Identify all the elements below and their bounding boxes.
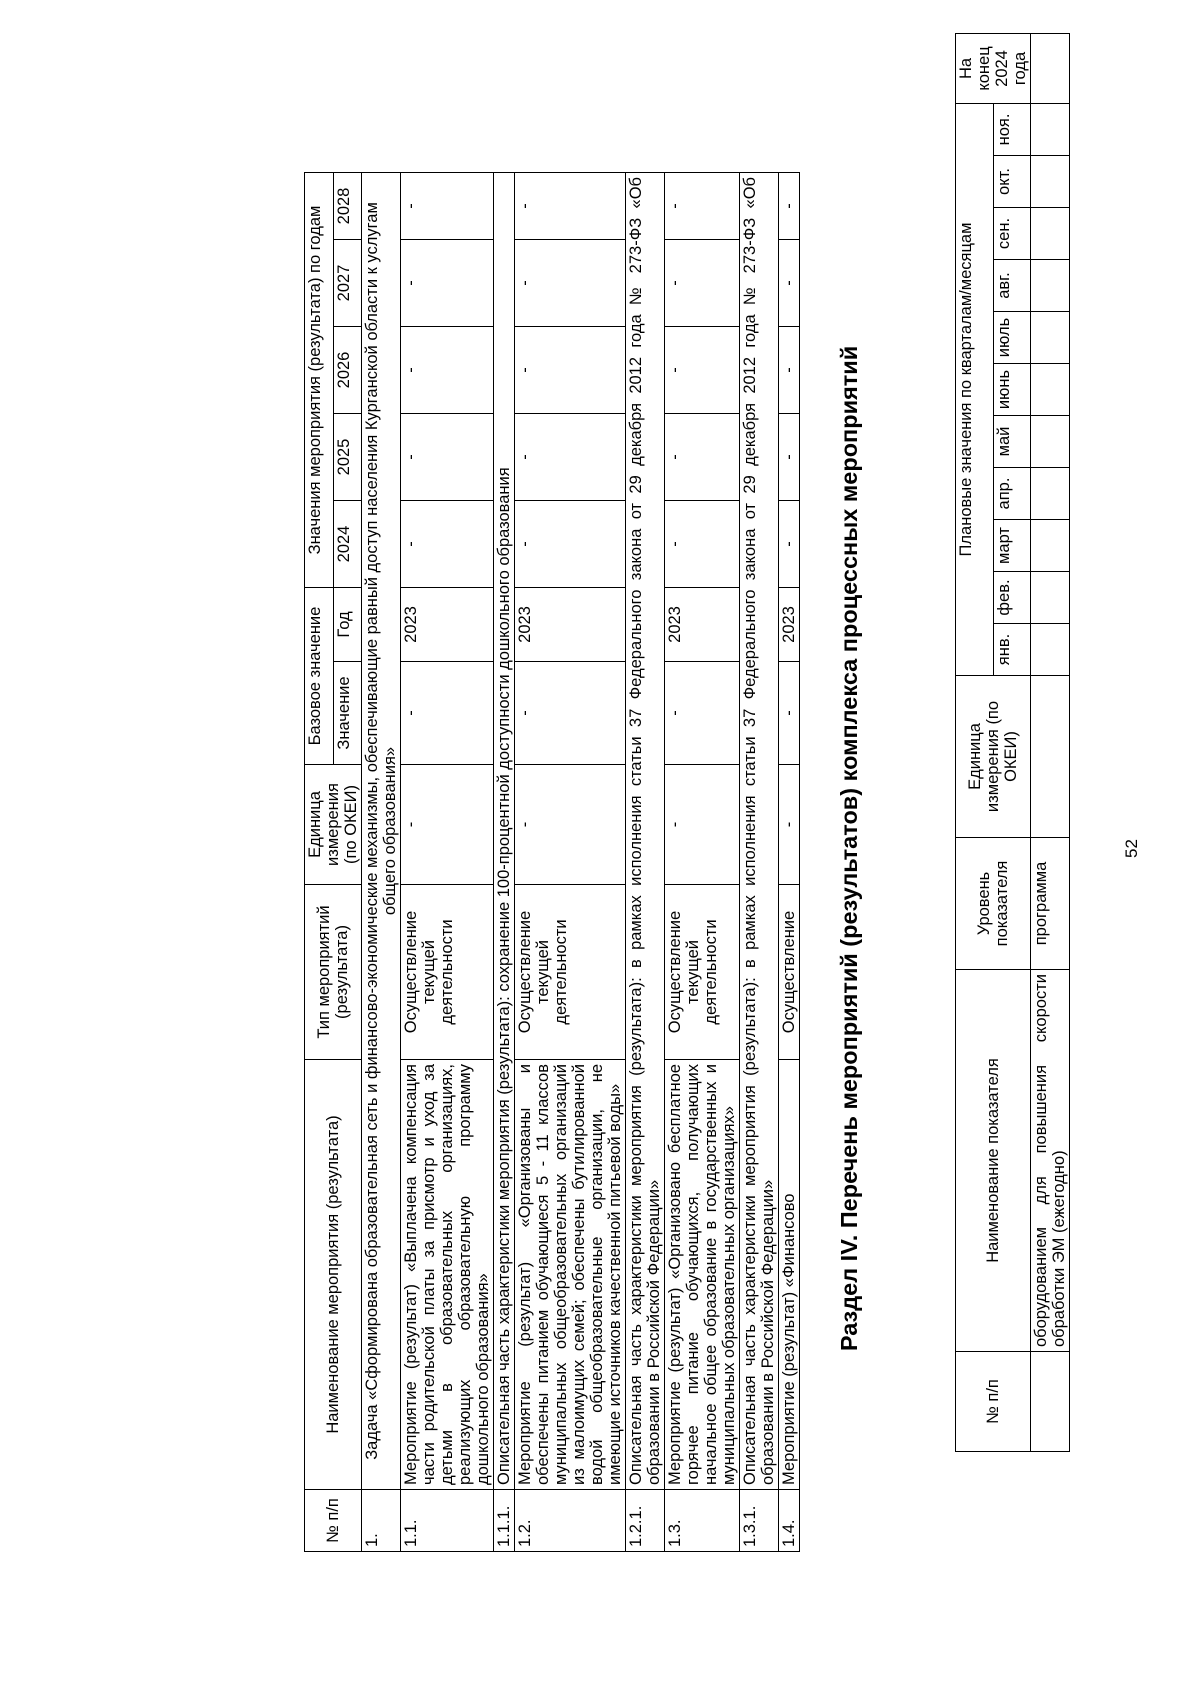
table-row	[665, 173, 740, 1552]
row-month-cell	[1031, 416, 1070, 468]
base-value: -	[515, 662, 626, 765]
row-num: 1.1.1.	[494, 1490, 515, 1552]
page-number: 52	[1122, 839, 1141, 858]
description-text: Описательная часть характеристики мероприятия (результата): сохранение 100-процентной доступности дошкольного образования	[494, 173, 515, 1490]
year-header: 2027	[333, 240, 362, 327]
row-indicator-name: оборудованием для повышения скорости обработки ЭМ (ежегодно)	[1031, 970, 1070, 1352]
row-month-cell	[1031, 260, 1070, 312]
month-header: сен.	[993, 208, 1031, 260]
row-num: 1.2.1.	[626, 1490, 665, 1552]
base-year: 2023	[779, 588, 800, 662]
header-indicator-name: Наименование показателя	[956, 970, 1031, 1352]
table-row	[515, 173, 626, 1552]
description-text: Описательная часть характеристики мероприятия (результата): в рамках исполнения статьи 37 Федерального закона от 29 декабря 2012 года № 273-ФЗ «Об образовании в Российской Федерации»	[626, 173, 665, 1490]
base-value: -	[401, 662, 494, 765]
base-value: -	[779, 662, 800, 765]
year-value: -	[401, 327, 494, 414]
row-num: 1.	[362, 1490, 401, 1552]
year-value: -	[779, 240, 800, 327]
header-planned-values: Плановые значения по кварталам/месяцам	[956, 104, 994, 676]
month-header: фев.	[993, 572, 1031, 624]
table-row	[1031, 34, 1070, 1452]
year-value: -	[665, 173, 740, 240]
header-level: Уровень показателя	[956, 838, 1031, 970]
year-value: -	[515, 414, 626, 501]
row-num: 1.1.	[401, 1490, 494, 1552]
year-value: -	[779, 173, 800, 240]
event-unit: -	[515, 765, 626, 885]
header-values-by-year: Значения мероприятия (результата) по годам	[305, 173, 334, 588]
row-num	[1031, 1352, 1070, 1452]
table-row	[401, 173, 494, 1552]
event-name: Мероприятие (результат) «Финансово	[779, 1060, 800, 1490]
base-year: 2023	[515, 588, 626, 662]
row-month-cell	[1031, 364, 1070, 416]
year-value: -	[401, 414, 494, 501]
header-base-value-value: Значение	[333, 662, 362, 765]
year-value: -	[515, 173, 626, 240]
table-row	[494, 173, 515, 1552]
event-unit: -	[779, 765, 800, 885]
header-num: № п/п	[305, 1490, 362, 1552]
row-month-cell	[1031, 104, 1070, 156]
event-name: Мероприятие (результат) «Организовано бесплатное горячее питание обучающихся, получающих начальное общее образование в государственных и муниципальных образовательных организациях»	[665, 1060, 740, 1490]
base-year: 2023	[401, 588, 494, 662]
event-unit: -	[665, 765, 740, 885]
year-value: -	[401, 240, 494, 327]
header-unit: Единица измерения (по ОКЕИ)	[956, 676, 1031, 838]
header-base-value: Базовое значение	[305, 588, 334, 765]
month-header: май	[993, 416, 1031, 468]
year-value: -	[779, 414, 800, 501]
base-year: 2023	[665, 588, 740, 662]
year-value: -	[665, 501, 740, 588]
year-value: -	[779, 501, 800, 588]
year-value: -	[515, 327, 626, 414]
year-value: -	[779, 327, 800, 414]
event-type: Осуществление текущей деятельности	[665, 885, 740, 1060]
year-header: 2028	[333, 173, 362, 240]
year-value: -	[515, 240, 626, 327]
year-header: 2026	[333, 327, 362, 414]
year-value: -	[665, 414, 740, 501]
row-month-cell	[1031, 156, 1070, 208]
row-month-cell	[1031, 572, 1070, 624]
row-unit	[1031, 676, 1070, 838]
year-value: -	[665, 327, 740, 414]
row-month-cell	[1031, 468, 1070, 520]
row-num: 1.3.1.	[740, 1490, 779, 1552]
table-row	[740, 173, 779, 1552]
indicator-table	[955, 33, 1070, 1452]
table-row	[626, 173, 665, 1552]
header-base-value-year: Год	[333, 588, 362, 662]
month-header: апр.	[993, 468, 1031, 520]
row-end-value	[1031, 34, 1070, 104]
month-header: авг.	[993, 260, 1031, 312]
table-row	[779, 173, 800, 1552]
event-unit: -	[401, 765, 494, 885]
row-month-cell	[1031, 520, 1070, 572]
row-num: 1.2.	[515, 1490, 626, 1552]
row-num: 1.4.	[779, 1490, 800, 1552]
header-num: № п/п	[956, 1352, 1031, 1452]
year-value: -	[401, 501, 494, 588]
base-value: -	[665, 662, 740, 765]
description-text: Описательная часть характеристики мероприятия (результата): в рамках исполнения статьи 37 Федерального закона от 29 декабря 2012 года № 273-ФЗ «Об образовании в Российской Федерации»	[740, 173, 779, 1490]
header-event-name: Наименование мероприятия (результата)	[305, 1060, 362, 1490]
month-header: март	[993, 520, 1031, 572]
header-unit: Единица измерения (по ОКЕИ)	[305, 765, 362, 885]
header-end-of-year: На конец 2024 года	[956, 34, 1031, 104]
row-level: программа	[1031, 838, 1070, 970]
event-type: Осуществление текущей деятельности	[515, 885, 626, 1060]
event-type: Осуществление	[779, 885, 800, 1060]
event-name: Мероприятие (результат) «Выплачена компенсация части родительской платы за присмотр и уход за детьми в образовательных организациях, реализующих образовательную программу дошкольного образования»	[401, 1060, 494, 1490]
year-value: -	[401, 173, 494, 240]
header-event-type: Тип мероприятий (результата)	[305, 885, 362, 1060]
row-num: 1.3.	[665, 1490, 740, 1552]
row-month-cell	[1031, 624, 1070, 676]
table-row	[362, 173, 401, 1552]
year-value: -	[515, 501, 626, 588]
event-type: Осуществление текущей деятельности	[401, 885, 494, 1060]
month-header: ноя.	[993, 104, 1031, 156]
row-month-cell	[1031, 208, 1070, 260]
month-header: июль	[993, 312, 1031, 364]
section-title: Раздел IV. Перечень мероприятий (результатов) комплекса процессных мероприятий	[836, 345, 862, 1352]
events-table	[304, 172, 800, 1552]
event-name: Мероприятие (результат) «Организованы и обеспечены питанием обучающиеся 5 - 11 классов муниципальных общеобразовательных организаций из малоимущих семей; обеспечены бутилированной водой общеобразовательные организации, не имеющие источников качественной питьевой воды»	[515, 1060, 626, 1490]
task-text: Задача «Сформирована образовательная сеть и финансово-экономические механизмы, обеспечивающие равный доступ населения Курганской области к услугам общего образования»	[362, 173, 401, 1490]
month-header: июнь	[993, 364, 1031, 416]
month-header: янв.	[993, 624, 1031, 676]
year-value: -	[665, 240, 740, 327]
row-month-cell	[1031, 312, 1070, 364]
year-header: 2025	[333, 414, 362, 501]
month-header: окт.	[993, 156, 1031, 208]
year-header: 2024	[333, 501, 362, 588]
